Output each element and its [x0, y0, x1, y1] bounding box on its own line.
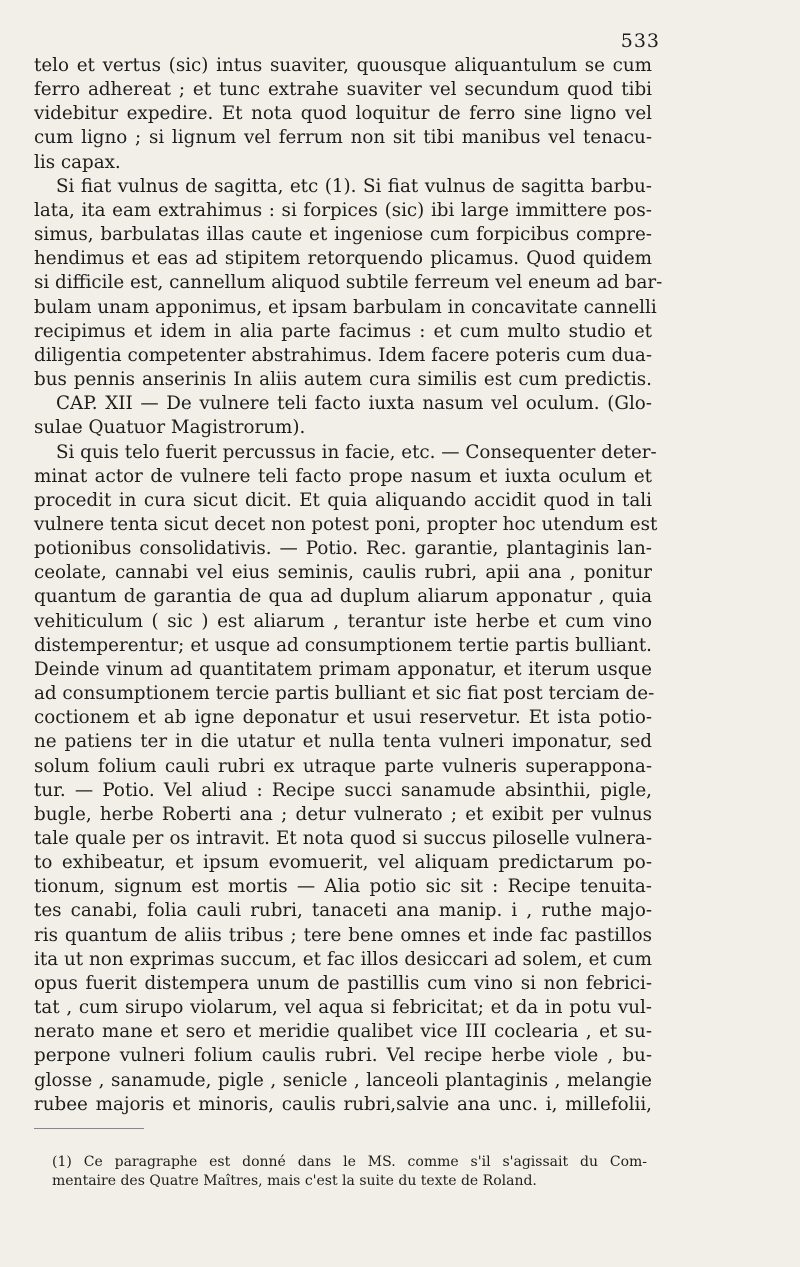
text-line: potionibus consolidativis. — Potio. Rec. garantie, plantaginis lan- [34, 538, 652, 560]
text-line: bugle, herbe Roberti ana ; detur vulnerato ; et exibit per vulnus [34, 803, 652, 825]
text-line: solum folium cauli rubri ex utraque parte vulneris superappona- [34, 755, 652, 777]
text-line: ris quantum de aliis tribus ; tere bene omnes et inde fac pastillos [34, 924, 652, 946]
text-line: diligentia competenter abstrahimus. Idem facere poteris cum dua- [34, 344, 652, 366]
text-line: bulam unam apponimus, et ipsam barbulam in concavitate cannelli [34, 296, 657, 318]
text-line: tur. — Potio. Vel aliud : Recipe succi sanamude absinthii, pigle, [34, 779, 652, 801]
footnote-divider [34, 1128, 144, 1129]
text-line: opus fuerit distempera unum de pastillis cum vino si non febrici- [34, 972, 652, 994]
text-line: minat actor de vulnere teli facto prope nasum et iuxta oculum et [34, 465, 652, 487]
text-line: lata, ita eam extrahimus : si forpices (sic) ibi large immittere pos- [34, 199, 652, 221]
text-line: tat , cum sirupo violarum, vel aqua si febricitat; et da in potu vul- [34, 997, 652, 1019]
text-line: distemperentur; et usque ad consumptionem tertie partis bulliant. [34, 634, 652, 656]
text-line: vehiticulum ( sic ) est aliarum , terantur iste herbe et cum vino [34, 610, 652, 632]
page-number: 533 [620, 30, 660, 52]
footnote-line: (1) Ce paragraphe est donné dans le MS. comme s'il s'agissait du Com- [52, 1154, 647, 1170]
text-line: tionum, signum est mortis — Alia potio sic sit : Recipe tenuita- [34, 876, 652, 898]
text-line: ita ut non exprimas succum, et fac illos desiccari ad solem, et cum [34, 948, 652, 970]
text-line: perpone vulneri folium caulis rubri. Vel recipe herbe viole , bu- [34, 1045, 652, 1067]
text-line: to exhibeatur, et ipsum evomuerit, vel aliquam predictarum po- [34, 852, 652, 874]
text-line: si difficile est, cannellum aliquod subtile ferreum vel eneum ad bar- [34, 272, 663, 294]
text-line: vulnere tenta sicut decet non potest poni, propter hoc utendum est [34, 513, 658, 535]
text-line: Deinde vinum ad quantitatem primam apponatur, et iterum usque [34, 658, 652, 680]
text-line: ne patiens ter in die utatur et nulla tenta vulneri imponatur, sed [34, 731, 652, 753]
text-line: hendimus et eas ad stipitem retorquendo plicamus. Quod quidem [34, 248, 652, 270]
text-line: glosse , sanamude, pigle , senicle , lanceoli plantaginis , melangie [34, 1069, 652, 1091]
text-line: quantum de garantia de qua ad duplum aliarum apponatur , quia [34, 586, 652, 608]
footnote-line: mentaire des Quatre Maîtres, mais c'est la suite du texte de Roland. [52, 1173, 537, 1189]
text-line: coctionem et ab igne deponatur et usui reservetur. Et ista potio- [34, 707, 652, 729]
chapter-heading-continuation: sulae Quatuor Magistrorum). [34, 417, 306, 439]
text-line: simus, barbulatas illas caute et ingeniose cum forpicibus compre- [34, 224, 652, 246]
text-line: cum ligno ; si lignum vel ferrum non sit tibi manibus vel tenacu- [34, 127, 652, 149]
text-line: ad consumptionem tercie partis bulliant et sic fiat post terciam de- [34, 683, 655, 705]
text-line: nerato mane et sero et meridie qualibet vice III coclearia , et su- [34, 1021, 652, 1043]
text-line: ferro adhereat ; et tunc extrahe suaviter vel secundum quod tibi [34, 79, 652, 101]
text-line: lis capax. [34, 151, 121, 173]
text-line: Si fiat vulnus de sagitta, etc (1). Si fiat vulnus de sagitta barbu- [56, 175, 652, 197]
text-line: recipimus et idem in alia parte facimus : et cum multo studio et [34, 320, 652, 342]
text-line: Si quis telo fuerit percussus in facie, etc. — Consequenter deter- [56, 441, 657, 463]
text-line: tes canabi, folia cauli rubri, tanaceti ana manip. i , ruthe majo- [34, 900, 652, 922]
main-text [34, 54, 663, 1117]
chapter-heading: CAP. XII — De vulnere teli facto iuxta nasum vel oculum. (Glo- [56, 393, 652, 415]
footnote [52, 1153, 647, 1191]
text-line: telo et vertus (sic) intus suaviter, quousque aliquantulum se cum [34, 55, 652, 76]
text-line: bus pennis anserinis In aliis autem cura similis est cum predictis. [34, 369, 652, 391]
text-line: videbitur expedire. Et nota quod loquitur de ferro sine ligno vel [34, 103, 652, 125]
text-line: procedit in cura sicut dicit. Et quia aliquando accidit quod in tali [34, 489, 652, 511]
text-line: rubee majoris et minoris, caulis rubri,salvie ana unc. i, millefolii, [34, 1093, 652, 1115]
text-line: tale quale per os intravit. Et nota quod si succus piloselle vulnera- [34, 828, 652, 849]
text-line: ceolate, cannabi vel eius seminis, caulis rubri, apii ana , ponitur [34, 562, 652, 584]
